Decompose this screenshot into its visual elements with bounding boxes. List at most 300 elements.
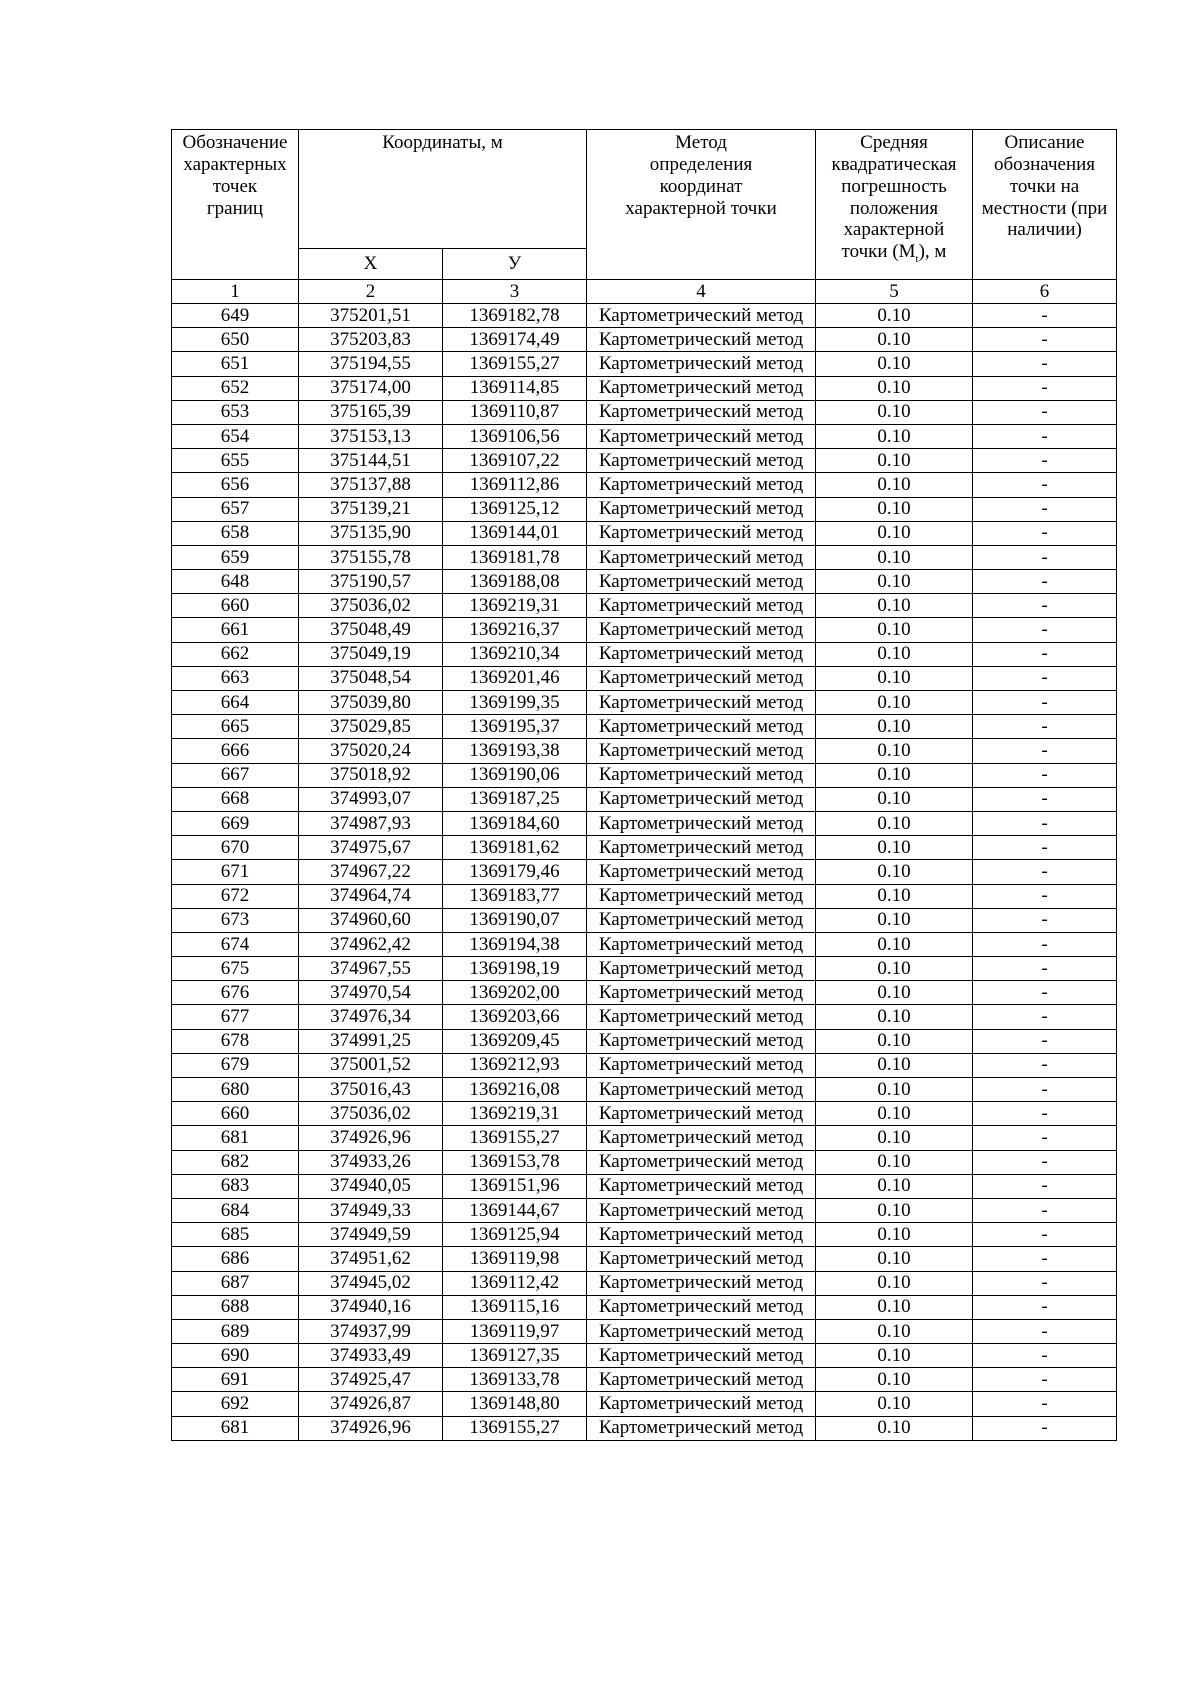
y-coordinate-cell: 1369112,42 [443,1271,587,1295]
description-cell: - [973,1368,1117,1392]
error-cell: 0.10 [816,594,973,618]
x-coordinate-cell: 374967,55 [299,957,443,981]
error-cell: 0.10 [816,1198,973,1222]
description-cell: - [973,1271,1117,1295]
method-cell: Картометрический метод [587,932,816,956]
description-cell: - [973,497,1117,521]
method-cell: Картометрический метод [587,1319,816,1343]
x-coordinate-cell: 375194,55 [299,352,443,376]
table-row [172,1295,1117,1319]
method-cell: Картометрический метод [587,1150,816,1174]
description-cell: - [973,473,1117,497]
description-cell: - [973,763,1117,787]
error-cell: 0.10 [816,618,973,642]
description-cell: - [973,739,1117,763]
description-cell: - [973,1174,1117,1198]
x-coordinate-cell: 374964,74 [299,884,443,908]
method-cell: Картометрический метод [587,1344,816,1368]
x-coordinate-cell: 375001,52 [299,1053,443,1077]
y-coordinate-cell: 1369112,86 [443,473,587,497]
y-coordinate-cell: 1369127,35 [443,1344,587,1368]
x-coordinate-cell: 374926,96 [299,1416,443,1440]
error-cell: 0.10 [816,1319,973,1343]
y-coordinate-cell: 1369199,35 [443,691,587,715]
table-row [172,1029,1117,1053]
method-cell: Картометрический метод [587,1078,816,1102]
description-cell: - [973,449,1117,473]
header-coordinates: Координаты, м [299,130,587,249]
column-numbers-row [172,280,1117,304]
x-coordinate-cell: 375137,88 [299,473,443,497]
point-id-cell: 653 [172,400,299,424]
description-cell: - [973,424,1117,448]
description-cell: - [973,981,1117,1005]
table-row [172,860,1117,884]
method-cell: Картометрический метод [587,1005,816,1029]
method-cell: Картометрический метод [587,400,816,424]
method-cell: Картометрический метод [587,1126,816,1150]
method-cell: Картометрический метод [587,787,816,811]
method-cell: Картометрический метод [587,666,816,690]
error-cell: 0.10 [816,1416,973,1440]
description-cell: - [973,1392,1117,1416]
x-coordinate-cell: 375190,57 [299,570,443,594]
method-cell: Картометрический метод [587,497,816,521]
point-id-cell: 660 [172,1102,299,1126]
y-coordinate-cell: 1369202,00 [443,981,587,1005]
table-row [172,787,1117,811]
table-row [172,1271,1117,1295]
point-id-cell: 678 [172,1029,299,1053]
x-coordinate-cell: 375048,54 [299,666,443,690]
method-cell: Картометрический метод [587,424,816,448]
error-cell: 0.10 [816,1271,973,1295]
error-cell: 0.10 [816,1174,973,1198]
y-coordinate-cell: 1369106,56 [443,424,587,448]
description-cell: - [973,594,1117,618]
column-number: 3 [443,280,587,304]
header-point-designation: Обозначение характерных точек границ [172,130,299,280]
table-row [172,328,1117,352]
y-coordinate-cell: 1369182,78 [443,304,587,328]
point-id-cell: 651 [172,352,299,376]
method-cell: Картометрический метод [587,1392,816,1416]
description-cell: - [973,1053,1117,1077]
description-cell: - [973,1223,1117,1247]
description-cell: - [973,1029,1117,1053]
method-cell: Картометрический метод [587,1029,816,1053]
error-cell: 0.10 [816,739,973,763]
table-row [172,1247,1117,1271]
table-row [172,400,1117,424]
y-coordinate-cell: 1369155,27 [443,352,587,376]
point-id-cell: 676 [172,981,299,1005]
point-id-cell: 649 [172,304,299,328]
method-cell: Картометрический метод [587,860,816,884]
table-row [172,1416,1117,1440]
method-cell: Картометрический метод [587,521,816,545]
table-row [172,1150,1117,1174]
error-cell: 0.10 [816,352,973,376]
error-cell: 0.10 [816,836,973,860]
point-id-cell: 691 [172,1368,299,1392]
point-id-cell: 679 [172,1053,299,1077]
table-row [172,666,1117,690]
table-row [172,884,1117,908]
y-coordinate-cell: 1369155,27 [443,1416,587,1440]
point-id-cell: 664 [172,691,299,715]
point-id-cell: 670 [172,836,299,860]
y-coordinate-cell: 1369190,07 [443,908,587,932]
description-cell: - [973,376,1117,400]
description-cell: - [973,1198,1117,1222]
description-cell: - [973,1295,1117,1319]
table-row [172,811,1117,835]
error-cell: 0.10 [816,787,973,811]
y-coordinate-cell: 1369219,31 [443,594,587,618]
description-cell: - [973,666,1117,690]
method-cell: Картометрический метод [587,1174,816,1198]
description-cell: - [973,1344,1117,1368]
error-cell: 0.10 [816,400,973,424]
method-cell: Картометрический метод [587,1368,816,1392]
x-coordinate-cell: 374937,99 [299,1319,443,1343]
x-coordinate-cell: 374926,96 [299,1126,443,1150]
method-cell: Картометрический метод [587,1416,816,1440]
x-coordinate-cell: 374951,62 [299,1247,443,1271]
table-row [172,376,1117,400]
coordinates-table [171,129,1117,1441]
x-coordinate-cell: 374960,60 [299,908,443,932]
x-coordinate-cell: 374940,16 [299,1295,443,1319]
error-cell: 0.10 [816,957,973,981]
point-id-cell: 657 [172,497,299,521]
description-cell: - [973,1416,1117,1440]
description-cell: - [973,400,1117,424]
description-cell: - [973,691,1117,715]
point-id-cell: 665 [172,715,299,739]
header-y: У [443,249,587,280]
x-coordinate-cell: 375203,83 [299,328,443,352]
x-coordinate-cell: 375016,43 [299,1078,443,1102]
error-cell: 0.10 [816,473,973,497]
description-cell: - [973,1102,1117,1126]
x-coordinate-cell: 374933,49 [299,1344,443,1368]
y-coordinate-cell: 1369203,66 [443,1005,587,1029]
y-coordinate-cell: 1369216,08 [443,1078,587,1102]
column-number: 4 [587,280,816,304]
y-coordinate-cell: 1369195,37 [443,715,587,739]
method-cell: Картометрический метод [587,449,816,473]
error-cell: 0.10 [816,1295,973,1319]
y-coordinate-cell: 1369110,87 [443,400,587,424]
point-id-cell: 669 [172,811,299,835]
description-cell: - [973,328,1117,352]
error-cell: 0.10 [816,1223,973,1247]
y-coordinate-cell: 1369119,98 [443,1247,587,1271]
point-id-cell: 672 [172,884,299,908]
error-cell: 0.10 [816,521,973,545]
x-coordinate-cell: 375048,49 [299,618,443,642]
error-cell: 0.10 [816,715,973,739]
table-row [172,352,1117,376]
error-cell: 0.10 [816,304,973,328]
method-cell: Картометрический метод [587,1271,816,1295]
description-cell: - [973,957,1117,981]
column-number: 6 [973,280,1117,304]
y-coordinate-cell: 1369148,80 [443,1392,587,1416]
method-cell: Картометрический метод [587,570,816,594]
table-row [172,1198,1117,1222]
error-cell: 0.10 [816,908,973,932]
y-coordinate-cell: 1369209,45 [443,1029,587,1053]
y-coordinate-cell: 1369144,01 [443,521,587,545]
table-row [172,957,1117,981]
y-coordinate-cell: 1369198,19 [443,957,587,981]
description-cell: - [973,570,1117,594]
table-row [172,521,1117,545]
y-coordinate-cell: 1369133,78 [443,1368,587,1392]
x-coordinate-cell: 375036,02 [299,1102,443,1126]
method-cell: Картометрический метод [587,836,816,860]
description-cell: - [973,1126,1117,1150]
error-cell: 0.10 [816,376,973,400]
y-coordinate-cell: 1369183,77 [443,884,587,908]
table-row [172,1319,1117,1343]
y-coordinate-cell: 1369187,25 [443,787,587,811]
point-id-cell: 654 [172,424,299,448]
method-cell: Картометрический метод [587,908,816,932]
point-id-cell: 684 [172,1198,299,1222]
table-row [172,1102,1117,1126]
table-row [172,1223,1117,1247]
description-cell: - [973,545,1117,569]
error-cell: 0.10 [816,1102,973,1126]
description-cell: - [973,1247,1117,1271]
x-coordinate-cell: 375139,21 [299,497,443,521]
table-row [172,1005,1117,1029]
method-cell: Картометрический метод [587,1102,816,1126]
error-cell: 0.10 [816,763,973,787]
point-id-cell: 690 [172,1344,299,1368]
y-coordinate-cell: 1369181,78 [443,545,587,569]
x-coordinate-cell: 374926,87 [299,1392,443,1416]
x-coordinate-cell: 374976,34 [299,1005,443,1029]
y-coordinate-cell: 1369115,16 [443,1295,587,1319]
y-coordinate-cell: 1369194,38 [443,932,587,956]
error-cell: 0.10 [816,1247,973,1271]
error-cell: 0.10 [816,545,973,569]
y-coordinate-cell: 1369210,34 [443,642,587,666]
y-coordinate-cell: 1369216,37 [443,618,587,642]
x-coordinate-cell: 374925,47 [299,1368,443,1392]
y-coordinate-cell: 1369212,93 [443,1053,587,1077]
method-cell: Картометрический метод [587,1053,816,1077]
error-cell: 0.10 [816,1126,973,1150]
point-id-cell: 683 [172,1174,299,1198]
error-cell: 0.10 [816,642,973,666]
description-cell: - [973,352,1117,376]
error-cell: 0.10 [816,1005,973,1029]
table-row [172,618,1117,642]
table-header [172,130,1117,304]
y-coordinate-cell: 1369193,38 [443,739,587,763]
x-coordinate-cell: 375049,19 [299,642,443,666]
description-cell: - [973,811,1117,835]
x-coordinate-cell: 374967,22 [299,860,443,884]
y-coordinate-cell: 1369181,62 [443,836,587,860]
x-coordinate-cell: 375165,39 [299,400,443,424]
table-row [172,497,1117,521]
y-coordinate-cell: 1369179,46 [443,860,587,884]
x-coordinate-cell: 375144,51 [299,449,443,473]
table-row [172,545,1117,569]
table-row [172,715,1117,739]
y-coordinate-cell: 1369107,22 [443,449,587,473]
point-id-cell: 681 [172,1126,299,1150]
method-cell: Картометрический метод [587,884,816,908]
point-id-cell: 682 [172,1150,299,1174]
description-cell: - [973,642,1117,666]
point-id-cell: 692 [172,1392,299,1416]
method-cell: Картометрический метод [587,1295,816,1319]
error-cell: 0.10 [816,981,973,1005]
error-cell: 0.10 [816,1392,973,1416]
method-cell: Картометрический метод [587,1223,816,1247]
description-cell: - [973,304,1117,328]
x-coordinate-cell: 374993,07 [299,787,443,811]
y-coordinate-cell: 1369151,96 [443,1174,587,1198]
x-coordinate-cell: 374933,26 [299,1150,443,1174]
point-id-cell: 668 [172,787,299,811]
error-cell: 0.10 [816,811,973,835]
point-id-cell: 687 [172,1271,299,1295]
y-coordinate-cell: 1369125,12 [443,497,587,521]
point-id-cell: 655 [172,449,299,473]
description-cell: - [973,1078,1117,1102]
error-cell: 0.10 [816,1344,973,1368]
x-coordinate-cell: 375135,90 [299,521,443,545]
error-cell: 0.10 [816,691,973,715]
point-id-cell: 659 [172,545,299,569]
table-row [172,304,1117,328]
error-cell: 0.10 [816,1029,973,1053]
y-coordinate-cell: 1369219,31 [443,1102,587,1126]
method-cell: Картометрический метод [587,1198,816,1222]
table-row [172,1053,1117,1077]
x-coordinate-cell: 374975,67 [299,836,443,860]
description-cell: - [973,884,1117,908]
y-coordinate-cell: 1369114,85 [443,376,587,400]
table-row [172,1344,1117,1368]
point-id-cell: 675 [172,957,299,981]
table-row [172,981,1117,1005]
method-cell: Картометрический метод [587,545,816,569]
point-id-cell: 656 [172,473,299,497]
y-coordinate-cell: 1369190,06 [443,763,587,787]
x-coordinate-cell: 375029,85 [299,715,443,739]
y-coordinate-cell: 1369153,78 [443,1150,587,1174]
header-mean-square-error: Средняя квадратическая погрешность положения характерной точки $(M_t)$, м [816,130,973,280]
table-row [172,594,1117,618]
y-coordinate-cell: 1369174,49 [443,328,587,352]
point-id-cell: 667 [172,763,299,787]
y-coordinate-cell: 1369201,46 [443,666,587,690]
table-row [172,1078,1117,1102]
column-number: 5 [816,280,973,304]
method-cell: Картометрический метод [587,981,816,1005]
table-row [172,642,1117,666]
header-method: Метод определения координат характерной точки [587,130,816,280]
x-coordinate-cell: 375036,02 [299,594,443,618]
y-coordinate-cell: 1369155,27 [443,1126,587,1150]
method-cell: Картометрический метод [587,739,816,763]
method-cell: Картометрический метод [587,304,816,328]
error-cell: 0.10 [816,497,973,521]
point-id-cell: 689 [172,1319,299,1343]
table-row [172,763,1117,787]
point-id-cell: 658 [172,521,299,545]
description-cell: - [973,860,1117,884]
table-row [172,1126,1117,1150]
method-cell: Картометрический метод [587,594,816,618]
method-cell: Картометрический метод [587,957,816,981]
error-cell: 0.10 [816,449,973,473]
error-cell: 0.10 [816,1053,973,1077]
method-cell: Картометрический метод [587,1247,816,1271]
method-cell: Картометрический метод [587,811,816,835]
table-row [172,836,1117,860]
error-cell: 0.10 [816,884,973,908]
method-cell: Картометрический метод [587,352,816,376]
error-cell: 0.10 [816,328,973,352]
point-id-cell: 650 [172,328,299,352]
description-cell: - [973,715,1117,739]
method-cell: Картометрический метод [587,691,816,715]
method-cell: Картометрический метод [587,473,816,497]
y-coordinate-cell: 1369119,97 [443,1319,587,1343]
header-description: Описание обозначения точки на местности (при наличии) [973,130,1117,280]
x-coordinate-cell: 375155,78 [299,545,443,569]
table-row [172,739,1117,763]
description-cell: - [973,1150,1117,1174]
y-coordinate-cell: 1369184,60 [443,811,587,835]
table-body [172,304,1117,1441]
error-cell: 0.10 [816,1368,973,1392]
point-id-cell: 680 [172,1078,299,1102]
x-coordinate-cell: 375020,24 [299,739,443,763]
table-row [172,449,1117,473]
x-coordinate-cell: 374987,93 [299,811,443,835]
description-cell: - [973,521,1117,545]
y-coordinate-cell: 1369125,94 [443,1223,587,1247]
method-cell: Картометрический метод [587,328,816,352]
x-coordinate-cell: 374949,59 [299,1223,443,1247]
point-id-cell: 674 [172,932,299,956]
description-cell: - [973,1005,1117,1029]
table-row [172,932,1117,956]
x-coordinate-cell: 375039,80 [299,691,443,715]
point-id-cell: 662 [172,642,299,666]
error-cell: 0.10 [816,860,973,884]
error-cell: 0.10 [816,570,973,594]
x-coordinate-cell: 374962,42 [299,932,443,956]
table-row [172,424,1117,448]
table-row [172,1392,1117,1416]
x-coordinate-cell: 375153,13 [299,424,443,448]
table-row [172,1174,1117,1198]
table-row [172,691,1117,715]
